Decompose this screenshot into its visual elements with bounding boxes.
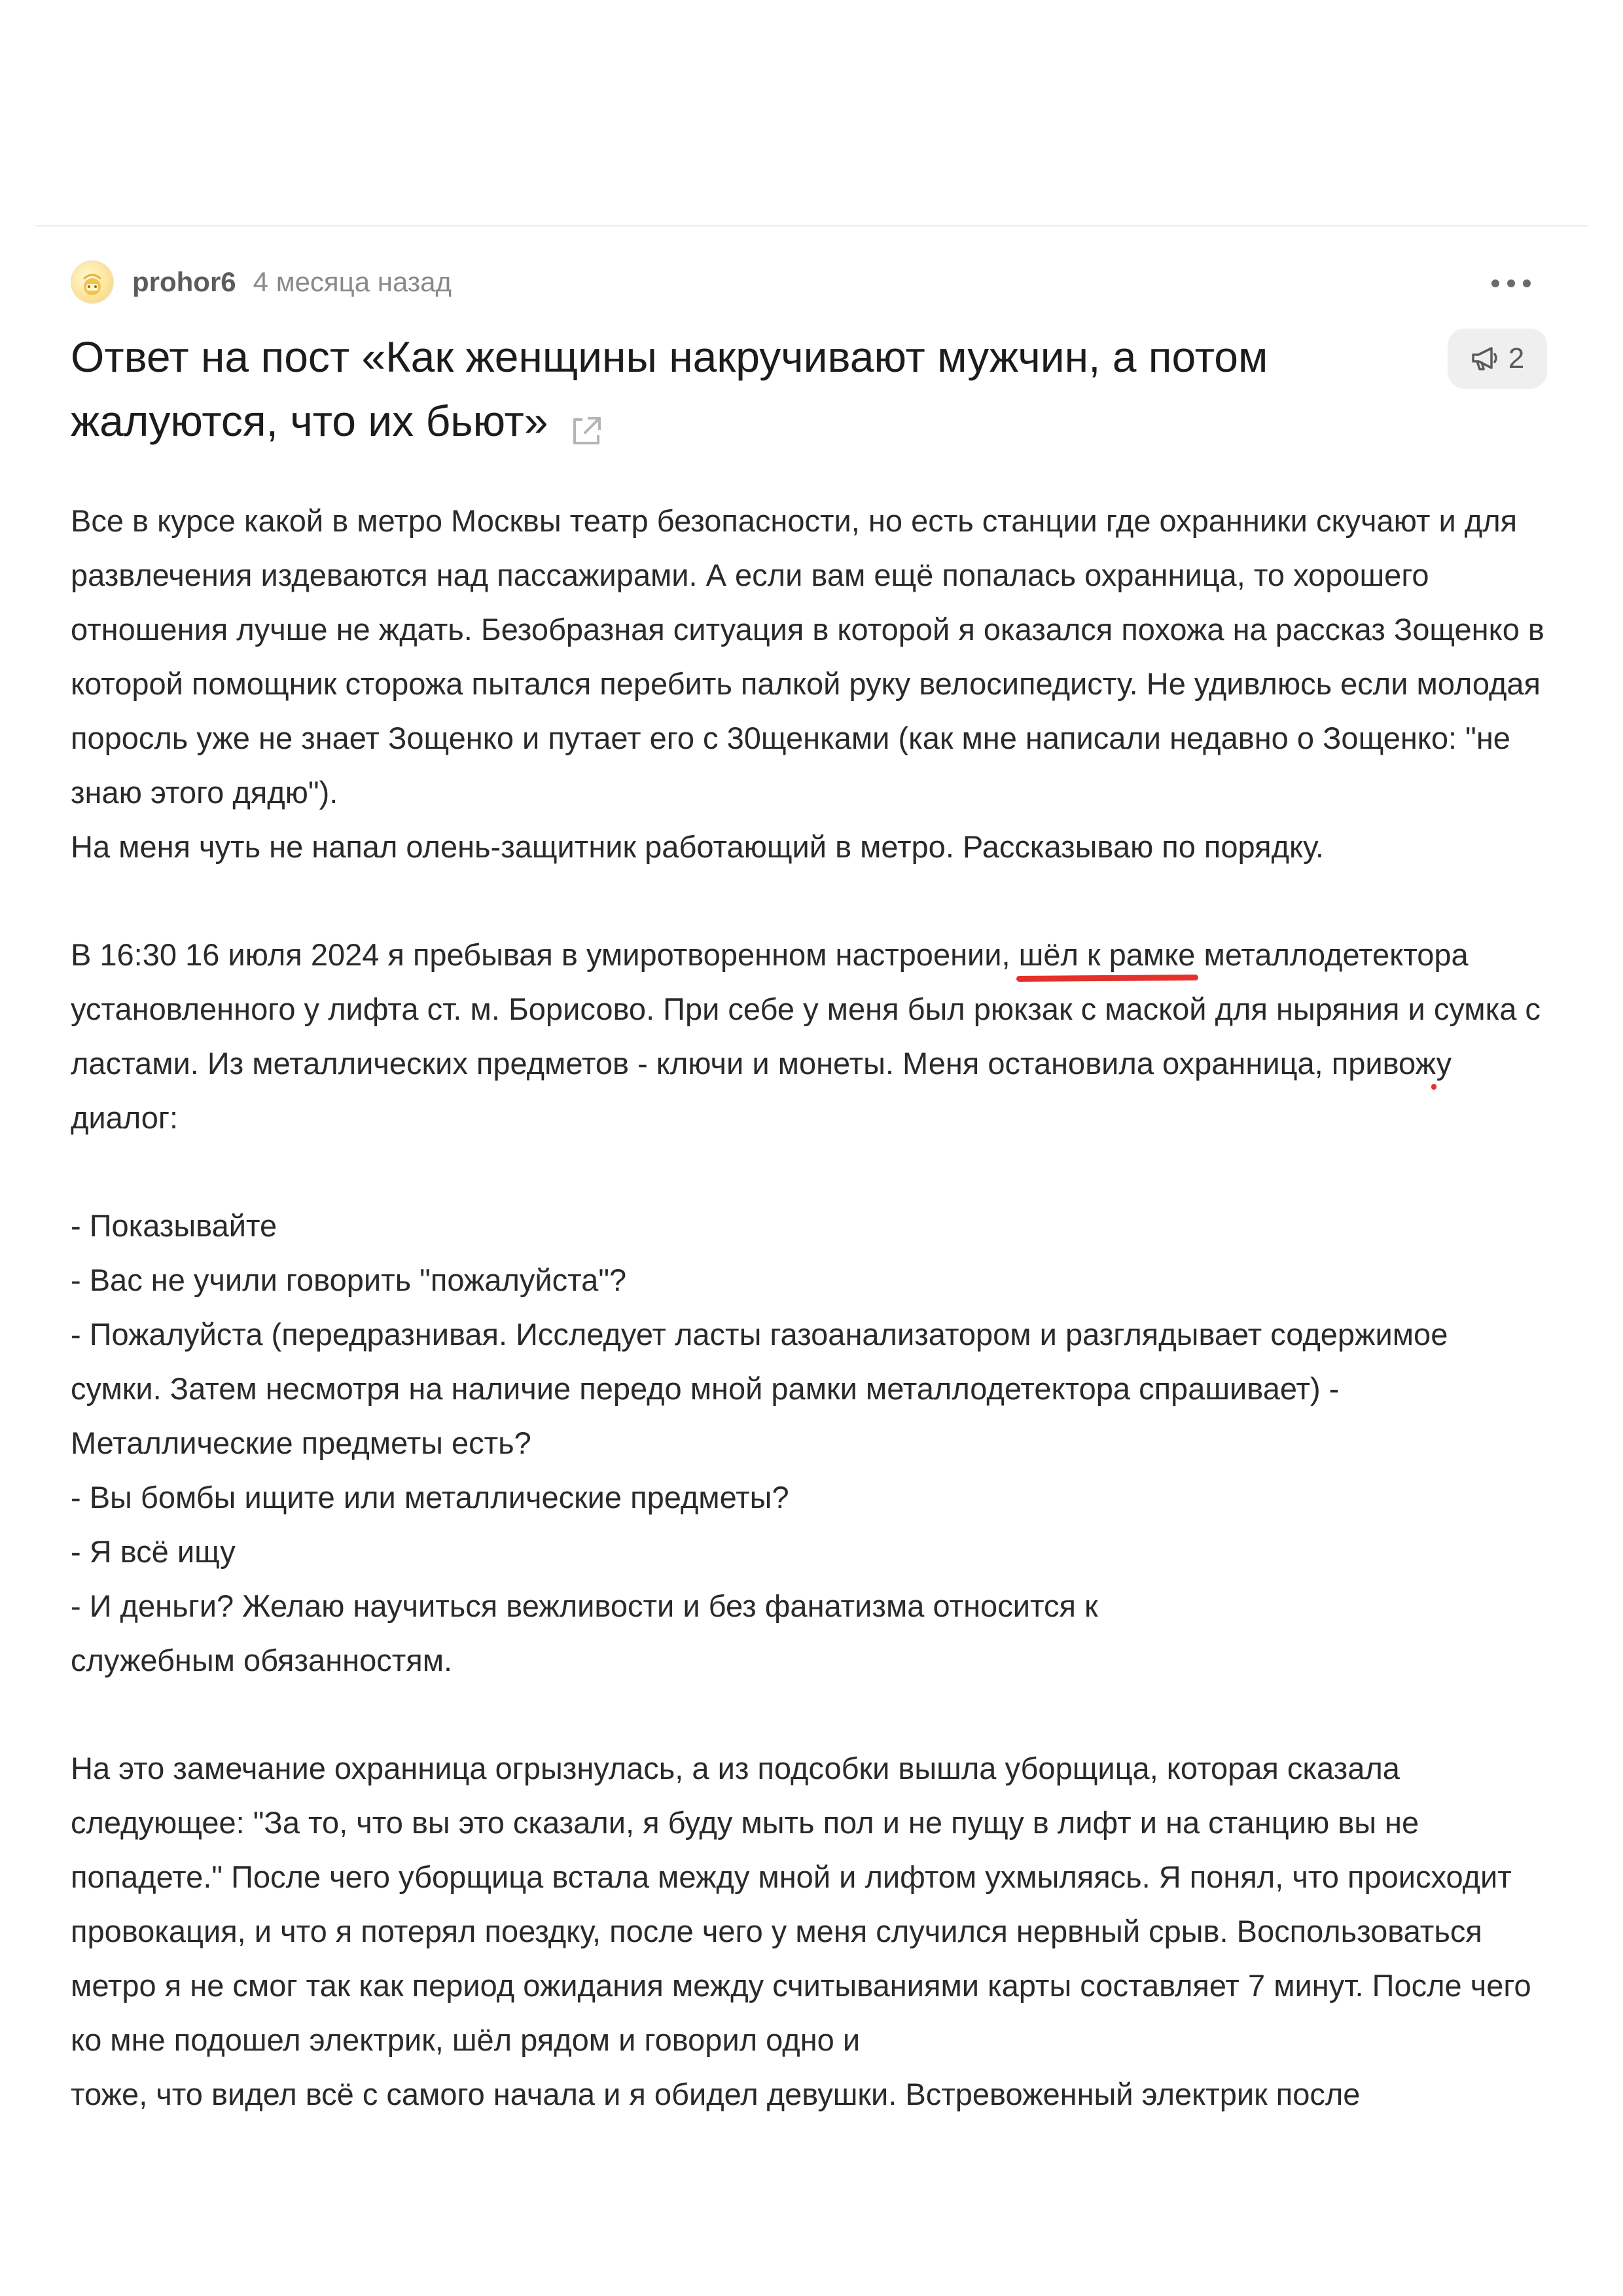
paragraph-3-part-3: Из металлических предметов - ключи и монеты. Меня остановила охранница, привожу диалог: <box>71 1046 1452 1135</box>
post-title[interactable] <box>71 325 1393 453</box>
spacer <box>71 874 1547 927</box>
underlined-phrase-1: шёл к рамке <box>1018 937 1196 972</box>
paragraph-2: На меня чуть не напал олень-защитник работающий в метро. Рассказываю по порядку. <box>71 829 1324 864</box>
more-dots-icon <box>1490 278 1532 289</box>
comments-button[interactable] <box>1448 329 1547 389</box>
spacer <box>71 1145 1547 1198</box>
top-divider <box>35 225 1588 226</box>
post-time: 4 месяца назад <box>253 266 452 297</box>
post-title-text[interactable]: Ответ на пост «Как женщины накручивают мужчин, а потом жалуются, что их бьют» <box>71 332 1268 445</box>
spacer <box>71 1687 1547 1741</box>
paragraph-3-part-1: В 16:30 16 июля 2024 я пребывая в умиротворенном настроении, <box>71 937 1019 972</box>
dialog-line: - Я всё ищу <box>71 1534 236 1569</box>
external-link-icon[interactable] <box>568 403 605 439</box>
dialog-line: - Вас не учили говорить "пожалуйста"? <box>71 1263 627 1297</box>
truncated-line-text: тоже, что видел всё с самого начала и я обидел девушки. Встревоженный электрик после <box>71 2077 1361 2111</box>
avatar-picture <box>72 262 113 302</box>
more-options-button[interactable] <box>1475 260 1547 306</box>
avatar[interactable] <box>71 260 114 304</box>
post-meta <box>71 255 1547 309</box>
comments-count: 2 <box>1508 342 1525 374</box>
megaphone-icon <box>1471 346 1499 372</box>
dialog-line: - Пожалуйста (передразнивая. Исследует ласты газоанализатором и разглядывает содержимое сумки. Затем несмотря на наличие передо мной рамки металлодетектора спрашивает) - Металлические предметы есть? <box>71 1317 1448 1460</box>
dialog-line: - Вы бомбы ищите или металлические предметы? <box>71 1480 789 1515</box>
paragraph-3 <box>71 927 1547 1145</box>
author-name[interactable]: prohor6 <box>132 266 236 297</box>
truncated-line <box>71 2067 1547 2111</box>
dialog-line: - И деньги? Желаю научиться вежливости и без фанатизма относится к служебным обязанностям. <box>71 1588 1098 1677</box>
post <box>71 255 1547 2111</box>
underlined-phrase-2: сумка с ластами. <box>71 992 1541 1081</box>
post-body <box>71 493 1547 2111</box>
paragraph-1: Все в курсе какой в метро Москвы театр безопасности, но есть станции где охранники скучают и для развлечения издеваются над пассажирами. А если вам ещё попалась охранница, то хорошего отношения лучше не ждать. Безобразная ситуация в которой я оказался похожа на рассказ Зощенко в которой помощник сторожа пытался перебить палкой руку велосипедисту. Не удивлюсь если молодая поросль уже не знает Зощенко и путает его с 30щенками (как мне написали недавно о Зощенко: "не знаю этого дядю"). <box>71 503 1544 810</box>
paragraph-3-part-2: металлодетектора установленного у лифта ст. м. Борисово. При себе у меня был рюкзак с маской для ныряния и <box>71 937 1469 1026</box>
dialog-line: - Показывайте <box>71 1208 277 1243</box>
paragraph-5: На это замечание охранница огрызнулась, а из подсобки вышла уборщица, которая сказала следующее: "За то, что вы это сказали, я буду мыть пол и не пущу в лифт и на станцию вы не попадете." После чего уборщица встала между мной и лифтом ухмыляясь. Я понял, что происходит провокация, и что я потерял поездку, после чего у меня случился нервный срыв. Воспользоваться метро я не смог так как период ожидания между считываниями карты составляет 7 минут. После чего ко мне подошел электрик, шёл рядом и говорил одно и <box>71 1751 1531 2057</box>
title-row <box>71 325 1547 453</box>
